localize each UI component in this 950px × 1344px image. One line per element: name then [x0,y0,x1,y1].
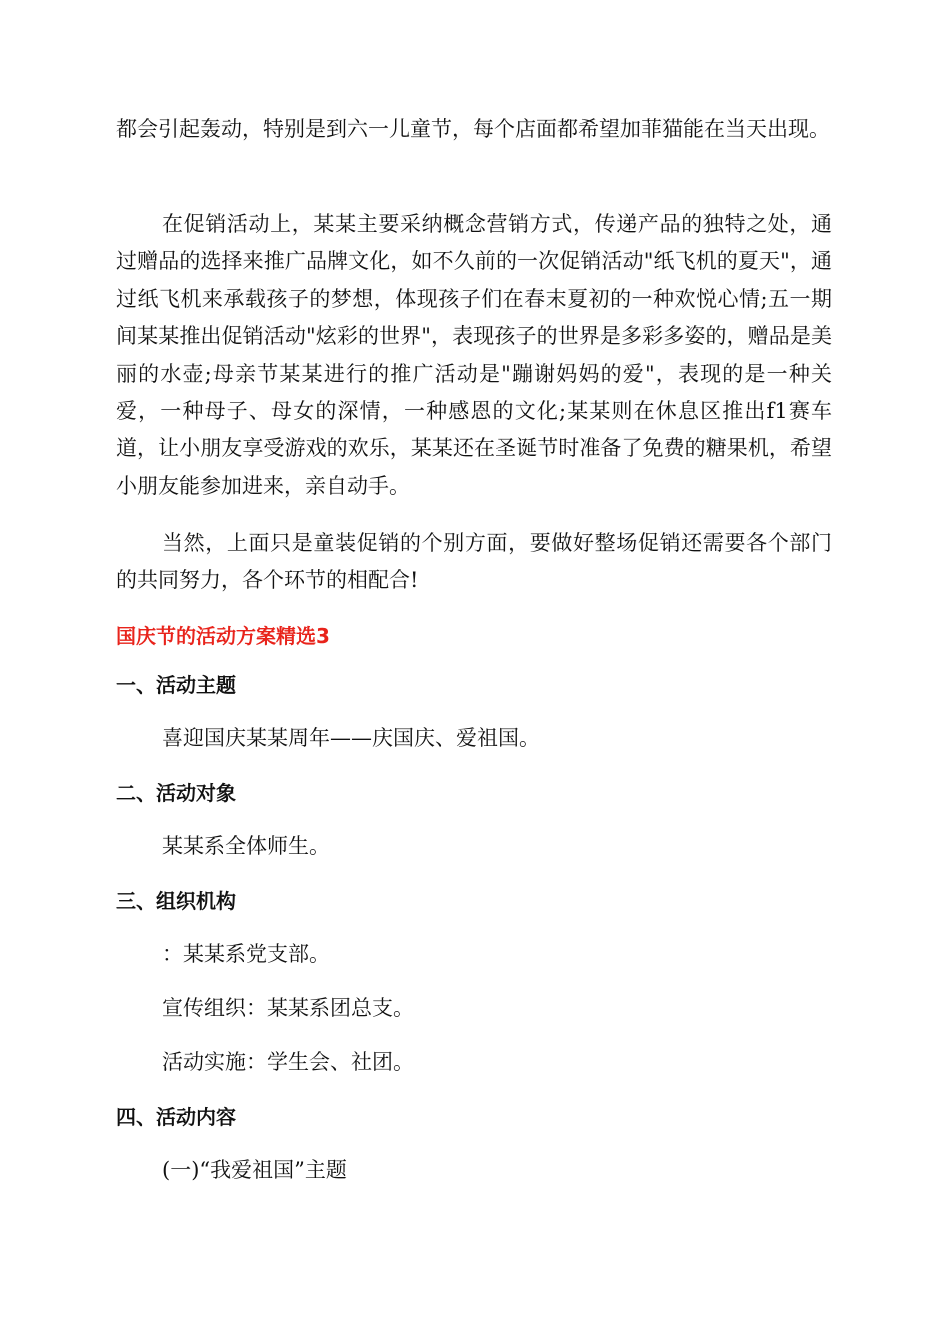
heading-organization: 三、组织机构 [116,889,236,913]
org-line-1: ：某某系党支部。 [162,942,330,966]
org-line-3: 活动实施：学生会、社团。 [162,1050,414,1074]
heading-target: 二、活动对象 [116,781,236,805]
org-line-2: 宣传组织：某某系团总支。 [162,996,414,1020]
paragraph-1: 都会引起轰动，特别是到六一儿童节，每个店面都希望加菲猫能在当天出现。 [116,117,830,141]
theme-text: 喜迎国庆某某周年——庆国庆、爱祖国。 [162,726,540,750]
content-line-1: (一)“我爱祖国”主题 [162,1158,347,1182]
paragraph-3: 当然，上面只是童装促销的个别方面，要做好整场促销还需要各个部门的共同努力，各个环节的相配合! [116,531,832,593]
target-text: 某某系全体师生。 [162,834,330,858]
paragraph-2: 在促销活动上，某某主要采纳概念营销方式，传递产品的独特之处，通过赠品的选择来推广品牌文化，如不久前的一次促销活动"纸飞机的夏天"，通过纸飞机来承载孩子的梦想，体现孩子们在春末夏初的一种欢悦心情;五一期间某某推出促销活动"炫彩的世界"，表现孩子的世界是多彩多姿的，赠品是美丽的水壶;母亲节某某进行的推广活动是"蹦谢妈妈的爱"，表现的是一种关爱，一种母子、母女的深情，一种感恩的文化;某某则在休息区推出f1赛车道，让小朋友享受游戏的欢乐，某某还在圣诞节时准备了免费的糖果机，希望小朋友能参加进来，亲自动手。 [116,212,832,498]
heading-content: 四、活动内容 [116,1105,236,1129]
section-title: 国庆节的活动方案精选3 [116,624,330,648]
heading-theme: 一、活动主题 [116,673,236,697]
